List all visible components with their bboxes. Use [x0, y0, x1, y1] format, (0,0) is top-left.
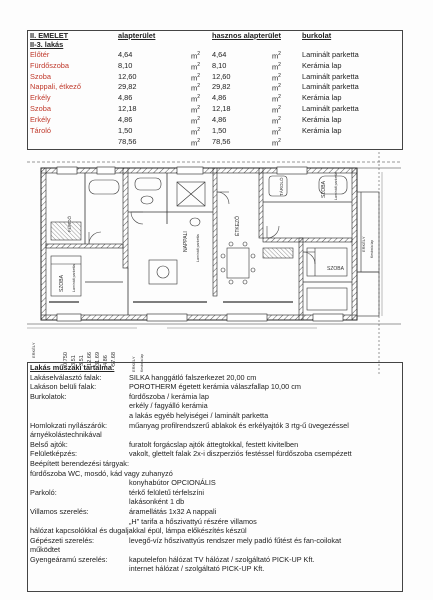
table-row: Szoba 12,60 $m^2$ 12,60 $m^2$ Laminált parketta [28, 72, 402, 83]
spec-row [28, 401, 402, 411]
room-flooring: Kerámia lap [302, 115, 342, 125]
dimension-label: 3.51 [71, 355, 77, 366]
label-szoba-right: SZOBA [327, 266, 344, 272]
spec-value: „H” tarifa a hőszivattyú részére villamos [129, 516, 257, 526]
spec-value: internet hálózat / szolgáltató PICK-UP Kft. [129, 564, 265, 574]
unit: m [191, 94, 198, 104]
room-name: Erkély [30, 93, 51, 103]
spec-row [28, 449, 402, 459]
room-area: 8,10 [118, 60, 133, 70]
table-row: Erkély 4,86 $m^2$ 4,86 $m^2$ Kerámia lap [28, 93, 402, 104]
spec-row [28, 536, 402, 546]
spec-key: Lakáson belüli falak: [30, 382, 97, 392]
unit: m [272, 94, 279, 104]
area-table [27, 30, 403, 150]
total-row: 78,56 $m^2$ 78,56 $m^2$ [118, 136, 281, 148]
spec-value: vakolt, glettelt falak 2x-i diszperziós festéssel fürdőszoba csempézett [129, 449, 352, 459]
room-useful-area: 1,50 [212, 125, 227, 135]
room-name: Előtér [30, 49, 50, 59]
spec-value: fürdőszoba / kerámia lap [129, 391, 209, 401]
label-nappali: NAPPALI [183, 231, 189, 252]
room-useful-area: 4,86 [212, 115, 227, 125]
label-keramia-bottom: Kerámia lap [140, 353, 144, 372]
unit: m [191, 105, 198, 115]
spec-row [28, 421, 402, 431]
spec-row [28, 478, 402, 488]
label-tarolo: TÁROLÓ [279, 177, 284, 196]
spec-key: Belső ajtók: [30, 439, 68, 449]
spec-value: erkély / fagyálló kerámia [129, 401, 208, 411]
spec-value: levegő-víz hőszivattyús rendszer mely padló fűtést és fan-coilokat [129, 535, 342, 545]
unit: m [191, 127, 198, 137]
spec-title: Lakás műszaki tartalma: [30, 363, 115, 372]
spec-row [28, 373, 402, 383]
spec-key: Burkolatok: [30, 391, 67, 401]
dimension-label: 3.51 [79, 355, 85, 366]
unit: m [272, 83, 279, 93]
spec-key: Parkoló: [30, 487, 57, 497]
spec-value: áramellátás 1x32 A nappali [129, 506, 217, 516]
useful-area-header: hasznos alapterület [212, 31, 281, 40]
table-row: Fürdőszoba 8,10 $m^2$ 8,10 $m^2$ Kerámia lap [28, 61, 402, 72]
apartment-subheader: II-3. lakás [30, 40, 64, 50]
room-useful-area: 4,86 [212, 93, 227, 103]
spec-row [28, 517, 402, 527]
spec-row [28, 507, 402, 517]
label-erkely-bottom: ERKÉLY [131, 356, 136, 372]
unit: m [191, 138, 198, 148]
room-name: Szoba [30, 71, 51, 81]
room-name: Tároló [30, 125, 51, 135]
area-header: alapterület [118, 31, 156, 40]
dimension-label: 0.750 [63, 352, 69, 366]
spec-box [27, 362, 403, 592]
spec-value: műanyag profilrendszerű ablakok és erkélyajtók 3 rtg-ű üvegezéssel [129, 420, 349, 430]
spec-key: működtet [30, 545, 61, 555]
spec-row [28, 564, 402, 574]
room-useful-area: 12,18 [212, 104, 231, 114]
spec-key: Lakáselválasztó falak: [30, 372, 102, 382]
unit: m [272, 105, 279, 115]
room-flooring: Laminált parketta [302, 49, 359, 59]
label-etkezo: ÉTKEZŐ [235, 215, 241, 236]
table-row: Erkély 4,86 $m^2$ 4,86 $m^2$ Kerámia lap [28, 115, 402, 126]
spec-value: kaputelefon hálózat TV hálózat / szolgáltató PICK-UP Kft. [129, 554, 315, 564]
room-flooring: Laminált parketta [302, 82, 359, 92]
room-useful-area: 8,10 [212, 60, 227, 70]
room-flooring: Kerámia lap [302, 125, 342, 135]
total-area: 78,56 [118, 136, 137, 146]
label-szoba-top: SZOBA [321, 181, 327, 198]
room-name: Erkély [30, 115, 51, 125]
unit: m [272, 127, 279, 137]
spec-key: Homlokzati nyílászárók: [30, 420, 108, 430]
room-useful-area: 29,82 [212, 82, 231, 92]
table-row: Előtér 4,64 $m^2$ 4,64 $m^2$ Laminált parketta [28, 50, 402, 61]
spec-value: térkő felületű térfelszíni [129, 487, 205, 497]
dimension-label: 57.68 [111, 352, 117, 366]
room-name: Fürdőszoba [30, 60, 70, 70]
spec-row [28, 469, 402, 479]
spec-value: konyhabútor OPCIONÁLIS [129, 478, 216, 488]
unit: m [272, 73, 279, 83]
spec-value: furatolt forgácslap ajtók áttegtokkal, festett kivitelben [129, 439, 299, 449]
unit: m [191, 83, 198, 93]
spec-key: árnyékolástechnikával [30, 430, 102, 440]
label-laminalt-mid: Laminált parketta [196, 234, 200, 262]
unit: m [272, 51, 279, 61]
room-flooring: Laminált parketta [302, 71, 359, 81]
unit: m [191, 73, 198, 83]
room-name: Nappali, étkező [30, 82, 81, 92]
spec-key: Felületképzés: [30, 449, 78, 459]
spec-key: fürdőszoba WC, mosdó, kád vagy zuhanyzó [30, 468, 173, 478]
dimension-label: 4.86 [103, 355, 109, 366]
room-useful-area: 12,60 [212, 71, 231, 81]
room-area: 12,60 [118, 71, 137, 81]
dimension-label: 31.69 [95, 352, 101, 366]
spec-value: lakásonként 1 db [129, 497, 185, 507]
room-area: 29,82 [118, 82, 137, 92]
spec-row [28, 526, 402, 536]
spec-row [28, 411, 402, 421]
unit: m [272, 138, 279, 148]
label-szoba-left: SZOBA [59, 275, 65, 292]
table-row: Tároló 1,50 $m^2$ 1,50 $m^2$ Kerámia lap [28, 126, 402, 137]
spec-row [28, 488, 402, 498]
floor-plan [27, 152, 401, 374]
spec-key: Beépített berendezési tárgyak: [30, 458, 129, 468]
room-flooring: Kerámia lap [302, 60, 342, 70]
room-flooring: Kerámia lap [302, 93, 342, 103]
table-row: Szoba 12,18 $m^2$ 12,18 $m^2$ Laminált parketta [28, 104, 402, 115]
room-area: 4,86 [118, 93, 133, 103]
spec-value: SILKA hanggátló falszerkezet 20,00 cm [129, 372, 257, 382]
unit: m [272, 116, 279, 126]
floor-unit-header: II. EMELET [30, 31, 69, 40]
room-area: 4,86 [118, 115, 133, 125]
room-area: 4,64 [118, 49, 133, 59]
label-erkely-right: ERKÉLY [361, 236, 366, 252]
room-name: Szoba [30, 104, 51, 114]
spec-key: Gépészeti szerelés: [30, 535, 95, 545]
unit: m [191, 62, 198, 72]
dimension-label: 12.66 [87, 352, 93, 366]
spec-row [28, 392, 402, 402]
spec-row [28, 545, 402, 555]
unit: m [191, 51, 198, 61]
unit: m [272, 62, 279, 72]
spec-row [28, 382, 402, 392]
label-furdo: FÜRDŐ [67, 216, 72, 232]
spec-row [28, 430, 402, 440]
spec-value: a lakás egyéb helyiségei / laminált parketta [129, 410, 269, 420]
spec-row [28, 459, 402, 469]
table-header [28, 31, 402, 40]
table-row: Nappali, étkező 29,82 $m^2$ 29,82 $m^2$ Laminált parketta [28, 82, 402, 93]
spec-row [28, 440, 402, 450]
room-flooring: Laminált parketta [302, 104, 359, 114]
room-useful-area: 4,64 [212, 49, 227, 59]
room-area: 1,50 [118, 125, 133, 135]
label-erkely-left: ERKÉLY [31, 342, 36, 358]
label-laminalt-top: Laminált parketta [334, 172, 338, 200]
flooring-header: burkolat [302, 31, 332, 40]
spec-value: POROTHERM égetett kerámia válaszfallap 10,00 cm [129, 382, 301, 392]
label-keramia-right: Kerámia lap [370, 239, 374, 258]
spec-row [28, 555, 402, 565]
unit: m [191, 116, 198, 126]
spec-key: Villamos szerelés: [30, 506, 89, 516]
spec-key: Gyengeáramú szerelés: [30, 554, 108, 564]
spec-key: hálózat kapcsolókkal és dugaljakkal épül, lámpa előkészítés készül [30, 526, 247, 536]
total-useful: 78,56 [212, 136, 231, 146]
label-laminalt-left: Laminált parketta [72, 264, 76, 292]
spec-row [28, 497, 402, 507]
room-area: 12,18 [118, 104, 137, 114]
